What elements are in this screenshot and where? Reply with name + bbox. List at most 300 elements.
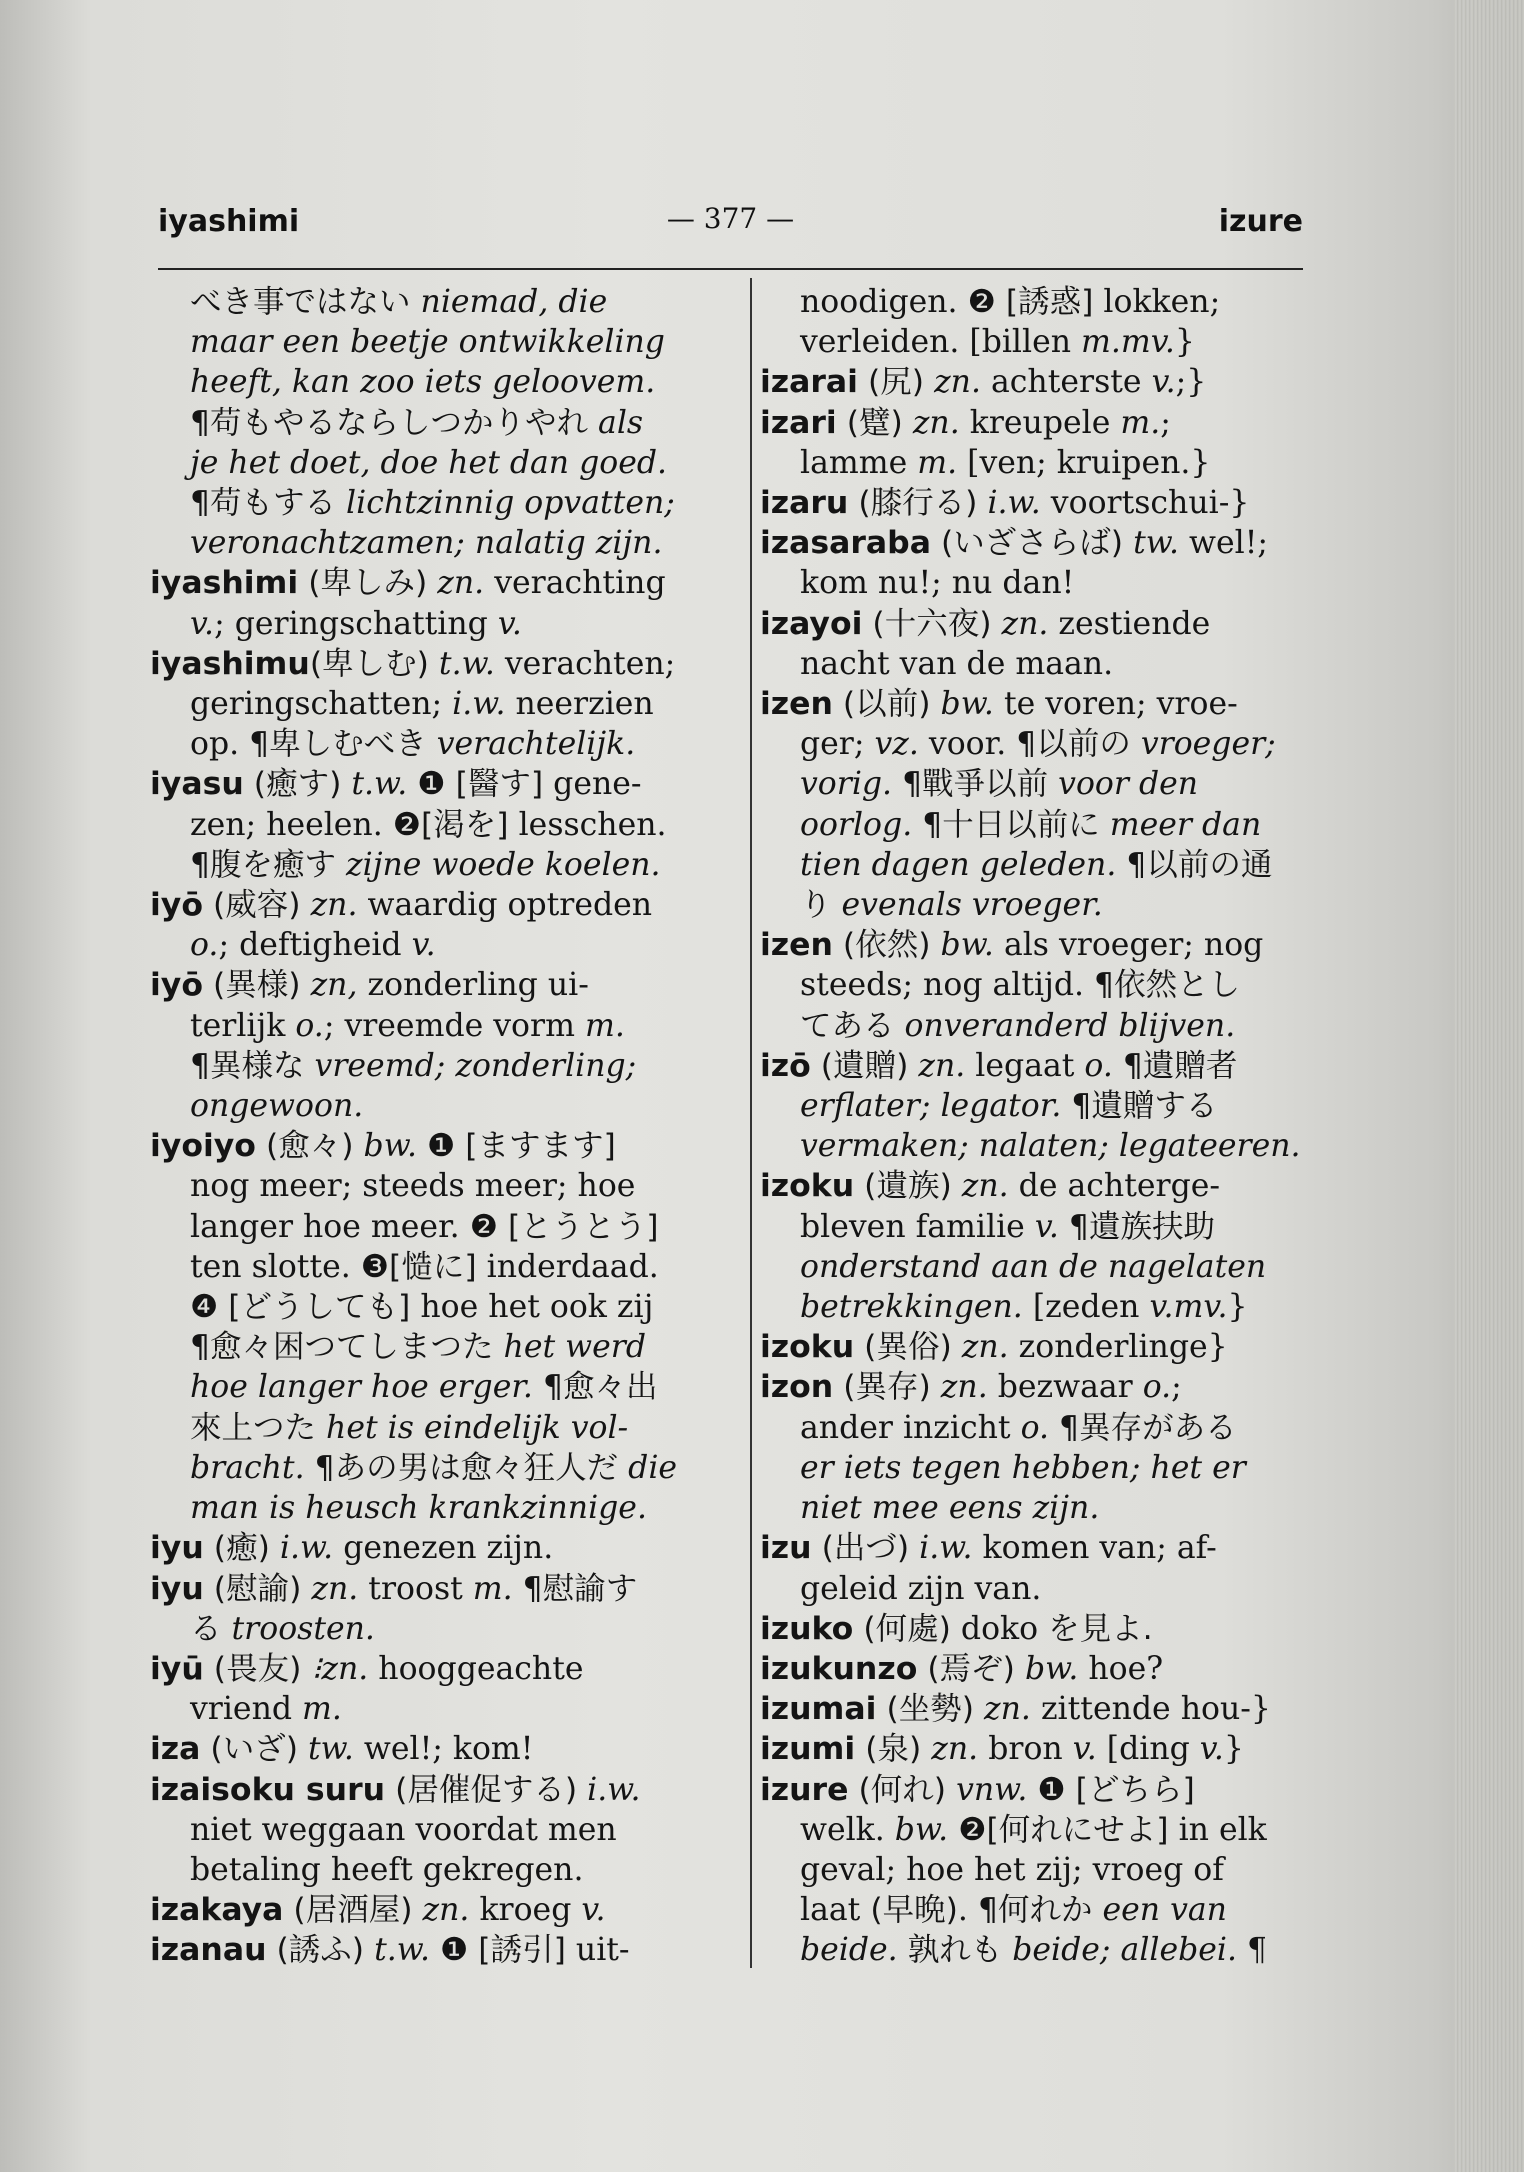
entry-text: o. — [190, 927, 219, 964]
entry-text: ¶戰爭以前 — [902, 766, 1049, 803]
entry-text: (畏友) — [203, 1650, 302, 1687]
entry-text: ❶ — [416, 1128, 466, 1165]
entry-text: [渇を] — [421, 806, 509, 843]
entry-text: voor. — [918, 726, 1017, 763]
entry-text: bw. — [353, 1128, 417, 1165]
entry-text: (いざさらば) — [931, 525, 1124, 562]
entry-text: m. — [302, 1691, 342, 1728]
dictionary-line — [760, 1850, 1320, 1890]
dictionary-line — [150, 1689, 725, 1729]
entry-text: bron — [978, 1731, 1073, 1768]
entry-text: てある — [800, 1007, 895, 1044]
entry-text: v. — [190, 605, 215, 642]
dictionary-line — [150, 1609, 725, 1649]
dictionary-line — [150, 1126, 725, 1166]
headword: iyū — [150, 1650, 204, 1687]
entry-text: kom nu!; nu dan! — [800, 565, 1075, 602]
dictionary-line — [150, 1729, 725, 1769]
dictionary-line — [760, 1770, 1320, 1810]
entry-text: onderstand aan de nagelaten — [800, 1248, 1267, 1285]
entry-text: (慰諭) — [203, 1570, 302, 1607]
entry-text: } — [1174, 324, 1195, 361]
entry-text: maar een beetje ontwikkeling — [190, 324, 665, 361]
entry-text: (依然) — [832, 927, 931, 964]
entry-text: ¶依然とし — [1094, 967, 1241, 1004]
entry-text: zn. — [412, 1892, 470, 1929]
entry-text: bleven familie — [800, 1208, 1035, 1245]
entry-text: る — [190, 1610, 222, 1647]
entry-text: zen; heelen. ❷ — [190, 806, 421, 843]
entry-text: hooggeachte — [368, 1650, 584, 1687]
dictionary-line — [150, 1649, 725, 1689]
entry-text: neerzien — [505, 686, 654, 723]
dictionary-line — [760, 604, 1320, 644]
dictionary-line — [150, 604, 725, 644]
entry-text: laat — [800, 1892, 871, 1929]
entry-text: verachtelijk. — [426, 726, 636, 763]
dictionary-line — [150, 443, 725, 483]
entry-text: bw. — [930, 686, 994, 723]
entry-text: oorlog. — [800, 806, 923, 843]
dictionary-line — [760, 483, 1320, 523]
entry-text: v. — [1072, 1731, 1097, 1768]
entry-text: zn. — [930, 1369, 988, 1406]
entry-text: (異様) — [202, 967, 301, 1004]
headword: izu — [760, 1530, 812, 1567]
dictionary-line — [760, 1890, 1320, 1930]
dictionary-line — [760, 1930, 1320, 1970]
headword: izarai — [760, 364, 858, 401]
entry-text: ¶愈々困つてしまつた — [190, 1329, 494, 1366]
entry-text: achterste — [981, 364, 1152, 401]
entry-text: troost — [358, 1570, 473, 1607]
entry-text: ¶遺贈する — [1071, 1088, 1218, 1125]
page-edge — [1454, 0, 1524, 2172]
headword: izuko — [760, 1610, 854, 1647]
entry-text: [zeden — [1022, 1289, 1150, 1326]
dictionary-line — [150, 925, 725, 965]
entry-text: (尻) — [857, 364, 925, 401]
entry-text: je het doet, doe het dan goed. — [190, 444, 668, 481]
entry-text: tw. — [297, 1731, 354, 1768]
entry-text: v.mv. — [1149, 1289, 1228, 1326]
entry-text: t.w. — [364, 1932, 431, 1969]
entry-text: legaat — [965, 1047, 1085, 1084]
headword: izon — [760, 1369, 834, 1406]
dictionary-line — [760, 1528, 1320, 1568]
entry-text: o. — [1142, 1369, 1172, 1406]
entry-text: het werd — [493, 1329, 646, 1366]
entry-text: bezwaar — [987, 1369, 1143, 1406]
headword: iyashimu — [150, 645, 310, 682]
headword: iyō — [150, 887, 203, 924]
entry-text: o. — [1084, 1047, 1113, 1084]
headword: iyoiyo — [150, 1128, 256, 1165]
left-guide-word: iyashimi — [158, 204, 300, 239]
entry-text: bw. — [1014, 1650, 1079, 1687]
entry-text: (以前) — [832, 686, 931, 723]
entry-text: steeds; nog altijd. — [800, 967, 1095, 1004]
entry-text: ¶以前の通 — [1126, 846, 1273, 883]
entry-text: 孰れも — [907, 1932, 1003, 1969]
entry-text: heeft, kan zoo iets geloovem. — [190, 364, 656, 401]
headword: izoku — [760, 1329, 855, 1366]
entry-text: (居酒屋) — [283, 1892, 413, 1929]
entry-text: ; — [1171, 1369, 1182, 1406]
entry-text: zn. — [908, 1047, 966, 1084]
entry-text: onveranderd blijven. — [894, 1007, 1236, 1044]
entry-text: ¶卑しむべき — [249, 726, 427, 763]
entry-text: (卑しむ) — [309, 645, 429, 682]
dictionary-line — [760, 1287, 1320, 1327]
headword: izure — [760, 1771, 849, 1808]
entry-text: i.w. — [909, 1530, 973, 1567]
entry-text: [何れにせよ] — [986, 1811, 1169, 1848]
entry-text: niet mee eens zijn. — [800, 1490, 1100, 1527]
entry-text: beide. — [800, 1932, 908, 1969]
entry-text: lesschen. — [508, 806, 667, 843]
right-column — [760, 282, 1320, 1971]
entry-text: (愈々) — [255, 1128, 354, 1165]
entry-text: hoe langer hoe erger. — [190, 1369, 543, 1406]
entry-text: voor den — [1048, 766, 1199, 803]
entry-text: zijne woede koelen. — [336, 846, 661, 883]
entry-text: hoe? — [1078, 1650, 1164, 1687]
dictionary-line — [150, 1448, 725, 1488]
entry-text: vnw. — [946, 1771, 1028, 1808]
entry-text: uit- — [565, 1932, 630, 1969]
entry-text: ⁝zn. — [301, 1650, 369, 1687]
entry-text: tw. — [1123, 525, 1180, 562]
headword: izen — [760, 927, 833, 964]
entry-text: erflater; legator. — [800, 1088, 1072, 1125]
entry-text: wel!; kom! — [353, 1731, 534, 1768]
entry-text: [醫す] — [455, 766, 544, 803]
dictionary-line — [150, 403, 725, 443]
headword: izaisoku suru — [150, 1771, 386, 1808]
entry-text: verleiden. [billen — [800, 324, 1082, 361]
headword: izukunzo — [760, 1650, 918, 1687]
entry-text: vriend — [190, 1691, 303, 1728]
entry-text: vroeger; — [1130, 726, 1276, 763]
dictionary-line — [760, 1448, 1320, 1488]
entry-text: ongewoon. — [190, 1088, 364, 1125]
dictionary-line — [760, 684, 1320, 724]
dictionary-line — [150, 764, 725, 804]
entry-text: (泉) — [855, 1731, 922, 1768]
entry-text: v. — [411, 927, 436, 964]
entry-text: (膝行る) — [848, 485, 978, 522]
entry-text: geringschatten; — [190, 686, 453, 723]
entry-text: べき事ではない — [190, 284, 411, 320]
entry-text: [どちら] — [1075, 1771, 1195, 1808]
headword: iyasu — [150, 766, 244, 803]
entry-text: vorig. — [800, 766, 903, 803]
dictionary-line — [150, 1488, 725, 1528]
entry-text: zn. — [951, 1168, 1009, 1205]
entry-text: t.w. — [341, 766, 408, 803]
entry-text: ¶異存がある — [1049, 1409, 1237, 1446]
dictionary-line — [760, 563, 1320, 603]
headword: izakaya — [150, 1892, 284, 1929]
entry-text: ¶遺贈者 — [1112, 1047, 1238, 1084]
entry-text: (何れ) — [848, 1771, 947, 1808]
entry-text: (癒す) — [243, 766, 342, 803]
dictionary-line — [150, 1930, 725, 1970]
dictionary-line — [760, 1488, 1320, 1528]
entry-text: langer hoe meer. ❷ — [190, 1208, 508, 1245]
entry-text: ander inzicht — [800, 1409, 1021, 1446]
entry-text: (誘ふ) — [266, 1932, 365, 1969]
entry-text: (癒) — [203, 1530, 270, 1567]
dictionary-line — [760, 724, 1320, 764]
dictionary-line — [150, 1166, 725, 1206]
entry-text: を見よ. — [1038, 1610, 1153, 1647]
entry-text: [慥に] — [389, 1248, 477, 1285]
dictionary-line — [150, 1327, 725, 1367]
entry-text: niemad, die — [410, 284, 608, 320]
entry-text: zn. — [301, 1570, 359, 1607]
entry-text: ; geringschatting — [214, 605, 498, 642]
entry-text: ¶何れか — [977, 1892, 1093, 1929]
dictionary-line — [760, 1126, 1320, 1166]
entry-text: niet weggaan voordat men — [190, 1811, 617, 1848]
dictionary-line — [150, 362, 725, 402]
entry-text: zonderlinge} — [1008, 1329, 1228, 1366]
entry-text: m. — [584, 1007, 625, 1044]
entry-text: v. — [581, 1892, 606, 1929]
dictionary-line — [150, 1247, 725, 1287]
dictionary-line — [150, 845, 725, 885]
entry-text: als vroeger; nog — [993, 927, 1264, 964]
dictionary-line — [150, 1086, 725, 1126]
dictionary-line — [760, 1408, 1320, 1448]
dictionary-line — [760, 764, 1320, 804]
entry-text: bracht. — [190, 1449, 315, 1486]
entry-text: welk. — [800, 1811, 895, 1848]
entry-text: (異存) — [833, 1369, 931, 1406]
entry-text: te voren; vroe- — [993, 686, 1238, 723]
entry-text: troosten. — [221, 1610, 375, 1647]
entry-text: ten slotte. ❸ — [190, 1248, 390, 1285]
entry-text: i.w. — [577, 1771, 641, 1808]
headword: izumi — [760, 1731, 856, 1768]
entry-text: op. — [190, 726, 250, 763]
entry-text: (早晩) — [870, 1892, 958, 1929]
dictionary-line — [150, 1569, 725, 1609]
dictionary-line — [760, 282, 1320, 322]
entry-text: ; vreemde vorm — [323, 1007, 585, 1044]
entry-text: ❶ — [430, 1932, 479, 1969]
dictionary-line — [760, 1327, 1320, 1367]
dictionary-line — [760, 322, 1320, 362]
dictionary-line — [760, 1569, 1320, 1609]
dictionary-line — [150, 1770, 725, 1810]
entry-text: komen van; af- — [972, 1530, 1217, 1567]
entry-text: ;} — [1175, 364, 1207, 401]
entry-text: verachting — [484, 565, 666, 602]
dictionary-line — [150, 1810, 725, 1850]
entry-text: veronachtzamen; nalatig zijn. — [190, 525, 663, 562]
dictionary-line — [150, 1046, 725, 1086]
dictionary-line — [150, 1287, 725, 1327]
entry-text: (遺贈) — [810, 1047, 909, 1084]
entry-text: zn. — [921, 1731, 979, 1768]
entry-text: verachten; — [494, 645, 676, 682]
entry-text: } — [1223, 1731, 1244, 1768]
entry-text: (坐勢) — [876, 1691, 975, 1728]
dictionary-line — [760, 1367, 1320, 1407]
column-divider — [750, 278, 752, 1968]
dictionary-line — [760, 1207, 1320, 1247]
dictionary-line — [150, 1006, 725, 1046]
page-number: — 377 — — [666, 202, 795, 235]
entry-text: wel!; — [1179, 525, 1268, 562]
entry-text: betaling heeft gekregen. — [190, 1851, 584, 1888]
dictionary-line — [760, 1086, 1320, 1126]
entry-text: (焉ぞ) — [917, 1650, 1015, 1687]
headword: izari — [760, 404, 837, 441]
entry-text: } — [1227, 1289, 1248, 1326]
entry-text: m.mv. — [1081, 324, 1175, 361]
dictionary-line — [760, 1689, 1320, 1729]
entry-text: nacht van de maan. — [800, 645, 1114, 682]
headword: iza — [150, 1731, 201, 1768]
entry-text: ¶以前の — [1016, 726, 1131, 763]
entry-text: zestiende — [1048, 605, 1211, 642]
page-header — [158, 200, 1303, 240]
entry-text: terlijk — [190, 1007, 296, 1044]
dictionary-line — [150, 885, 725, 925]
entry-text: ¶苟もやるならしつかりやれ — [190, 404, 589, 441]
entry-text: vreemd; zonderling; — [304, 1047, 637, 1084]
entry-text: t.w. — [428, 645, 495, 682]
entry-text: voortschui-} — [1040, 485, 1250, 522]
entry-text: ; deftigheid — [218, 927, 412, 964]
entry-text: lichtzinnig opvatten; — [336, 485, 675, 522]
dictionary-line — [760, 1729, 1320, 1769]
entry-text: vermaken; nalaten; legateeren. — [800, 1128, 1301, 1165]
dictionary-line — [150, 644, 725, 684]
entry-text: zittende hou-} — [1030, 1691, 1271, 1728]
entry-text: ¶あの男は愈々狂人だ — [314, 1449, 619, 1486]
entry-text: [誘惑] — [1005, 284, 1094, 320]
entry-text: v. — [1199, 1731, 1224, 1768]
headword: izasaraba — [760, 525, 931, 562]
entry-text: inderdaad. — [476, 1248, 659, 1285]
dictionary-line — [760, 1046, 1320, 1086]
entry-text: ¶愈々出 — [542, 1369, 658, 1406]
entry-text: waardig optreden — [357, 887, 653, 924]
entry-text: [誘引] — [478, 1932, 566, 1969]
entry-text: v. — [497, 605, 522, 642]
dictionary-line — [150, 282, 725, 322]
entry-text: die — [618, 1449, 678, 1486]
entry-text: i.w. — [977, 485, 1041, 522]
entry-text: genezen zijn. — [333, 1530, 554, 1567]
entry-text: ¶腹を癒す — [190, 846, 337, 883]
dictionary-line — [150, 684, 725, 724]
dictionary-line — [150, 1408, 725, 1448]
dictionary-line — [150, 322, 725, 362]
entry-text: り — [800, 887, 832, 924]
dictionary-line — [760, 362, 1320, 402]
entry-text: bw. — [930, 927, 994, 964]
headword: izanau — [150, 1932, 267, 1969]
entry-text: v. — [1034, 1208, 1059, 1245]
headword: izoku — [760, 1168, 855, 1205]
entry-text: (いざ) — [200, 1731, 298, 1768]
entry-text: bw. — [894, 1811, 949, 1848]
entry-text: meer dan — [1099, 806, 1262, 843]
dictionary-line — [760, 845, 1320, 885]
entry-text: o. — [1020, 1409, 1050, 1446]
entry-text: het is eindelijk vol- — [316, 1409, 629, 1446]
entry-text: de achterge- — [1008, 1168, 1221, 1205]
entry-text: evenals vroeger. — [831, 887, 1103, 924]
entry-text: ¶異様な — [190, 1047, 305, 1084]
entry-text: (居催促する) — [385, 1771, 578, 1808]
entry-text: i.w. — [452, 686, 506, 723]
entry-text: [ますます] — [465, 1128, 616, 1165]
entry-text: m. — [472, 1570, 513, 1607]
entry-text: ❷ — [948, 1811, 987, 1848]
dictionary-line — [760, 1649, 1320, 1689]
entry-text: o. — [295, 1007, 324, 1044]
dictionary-line — [760, 805, 1320, 845]
dictionary-line — [150, 483, 725, 523]
dictionary-line — [150, 1367, 725, 1407]
entry-text: zn. — [924, 364, 981, 401]
entry-text: [ding — [1096, 1731, 1200, 1768]
entry-text: betrekkingen. — [800, 1289, 1023, 1326]
entry-text: zn. — [300, 887, 358, 924]
headword: iyu — [150, 1530, 204, 1567]
entry-text: m. — [917, 444, 958, 481]
entry-text: een van — [1092, 1892, 1227, 1929]
entry-text: tien dagen geleden. — [800, 846, 1127, 883]
entry-text: nog meer; steeds meer; hoe — [190, 1168, 636, 1205]
entry-text: in elk — [1168, 1811, 1267, 1848]
entry-text: ¶十日以前に — [922, 806, 1100, 843]
entry-text: [ven; kruipen.} — [957, 444, 1211, 481]
dictionary-line — [150, 805, 725, 845]
entry-text: zn. — [974, 1691, 1031, 1728]
entry-text: zn, — [300, 967, 358, 1004]
entry-text: beide; allebei. — [1002, 1932, 1248, 1969]
entry-text: m. — [1120, 404, 1161, 441]
entry-text: ❶ — [407, 766, 456, 803]
entry-text: lamme — [800, 444, 918, 481]
entry-text: (十六夜) — [862, 605, 992, 642]
entry-text: zn. — [427, 565, 485, 602]
entry-text: vz. — [874, 726, 919, 763]
headword: izō — [760, 1047, 811, 1084]
entry-text: geval; hoe het zij; vroeg of — [800, 1851, 1224, 1888]
dictionary-line — [150, 1528, 725, 1568]
dictionary-line — [760, 1166, 1320, 1206]
dictionary-line — [760, 1247, 1320, 1287]
dictionary-line — [760, 1810, 1320, 1850]
dictionary-line — [150, 1890, 725, 1930]
dictionary-line — [760, 965, 1320, 1005]
entry-text: (遺族) — [854, 1168, 952, 1205]
entry-text: ger; — [800, 726, 875, 763]
dictionary-line — [150, 1850, 725, 1890]
headword: iyashimi — [150, 565, 299, 602]
entry-text: doko — [960, 1610, 1039, 1647]
entry-text: kreupele — [959, 404, 1121, 441]
